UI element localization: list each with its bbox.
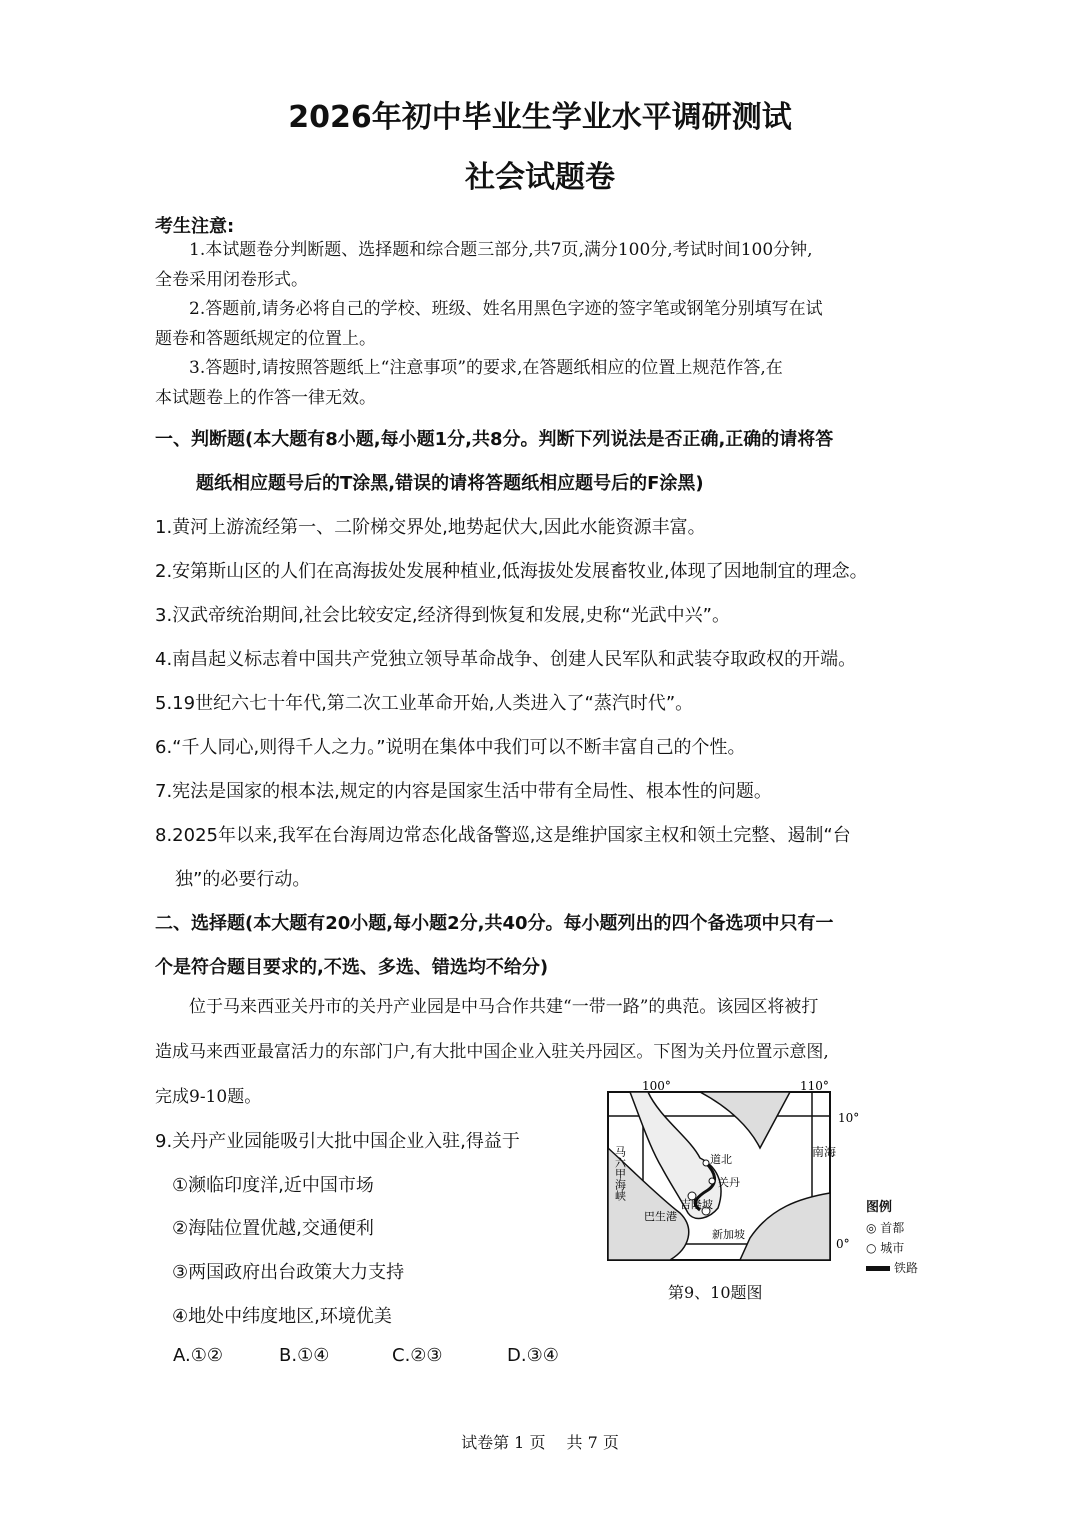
question-6: 6.“千人同心,则得千人之力。”说明在集体中我们可以不断丰富自己的个性。 [155, 737, 746, 758]
material-intro-line-3: 完成9-10题。 [155, 1087, 262, 1107]
city-kuantan-marker [709, 1178, 715, 1184]
legend-railway [866, 1258, 918, 1278]
label-lat-0: 0° [836, 1237, 850, 1251]
q9-choice-b: B.①④ [279, 1345, 330, 1366]
label-city-north: 道北 [710, 1153, 732, 1166]
label-city-kuantan: 关丹 [718, 1176, 740, 1189]
question-4: 4.南昌起义标志着中国共产党独立领导革命战争、创建人民军队和武装夺取政权的开端。 [155, 649, 857, 670]
exam-title: 2026年初中毕业生学业水平调研测试 [288, 100, 792, 135]
q9-item-4: ④地处中纬度地区,环境优美 [172, 1306, 392, 1327]
q9-item-1: ①濒临印度洋,近中国市场 [172, 1175, 374, 1196]
question-1: 1.黄河上游流经第一、二阶梯交界处,地势起伏大,因此水能资源丰富。 [155, 517, 706, 538]
q9-choice-a: A.①② [173, 1345, 223, 1366]
q9-choice-c: C.②③ [392, 1345, 443, 1366]
notice-item-3-line-1: 3.答题时,请按照答题纸上“注意事项”的要求,在答题纸相应的位置上规范作答,在 [189, 358, 783, 378]
legend-title: 图例 [866, 1200, 893, 1215]
notice-heading: 考生注意: [155, 216, 235, 237]
notice-item-1-line-1: 1.本试题卷分判断题、选择题和综合题三部分,共7页,满分100分,考试时间100分钟, [189, 240, 813, 260]
notice-item-3 [155, 353, 925, 413]
city-north-marker [703, 1160, 709, 1166]
q9-choice-d: D.③④ [507, 1345, 559, 1366]
material-intro-line-2: 造成马来西亚最富活力的东部门户,有大批中国企业入驻关丹园区。下图为关丹位置示意图, [155, 1042, 829, 1062]
label-south-china-sea: 南海 [812, 1145, 837, 1159]
section-2-heading-line-1: 二、选择题(本大题有20小题,每小题2分,共40分。每小题列出的四个备选项中只有一 [155, 913, 834, 934]
question-9-stem: 9.关丹产业园能吸引大批中国企业入驻,得益于 [155, 1131, 520, 1152]
section-1-heading-line-1: 一、判断题(本大题有8小题,每小题1分,共8分。判断下列说法是否正确,正确的请将答 [155, 429, 834, 450]
question-8-line-1: 8.2025年以来,我军在台海周边常态化战备警巡,这是维护国家主权和领土完整、遏制“台 [155, 825, 851, 846]
legend-city: ○ 城市 [866, 1241, 905, 1255]
legend-railway-label: 铁路 [894, 1261, 919, 1275]
notice-item-3-line-2: 本试题卷上的作答一律无效。 [155, 388, 376, 408]
map-legend [866, 1198, 918, 1278]
legend-capital: ◎ 首都 [866, 1221, 905, 1235]
label-island: 巴生港 [644, 1210, 677, 1223]
map-caption: 第9、10题图 [668, 1283, 763, 1302]
notice-item-1-line-2: 全卷采用闭卷形式。 [155, 270, 308, 290]
question-3: 3.汉武帝统治期间,社会比较安定,经济得到恢复和发展,史称“光武中兴”。 [155, 605, 730, 626]
label-city-sg: 新加坡 [712, 1228, 745, 1241]
notice-item-2-line-1: 2.答题前,请务必将自己的学校、班级、姓名用黑色字迹的签字笔或钢笔分别填写在试 [189, 299, 823, 319]
question-8-line-2: 独”的必要行动。 [175, 869, 311, 890]
label-lat-10: 10° [838, 1111, 860, 1125]
section-2-heading-line-2: 个是符合题目要求的,不选、多选、错选均不给分) [155, 957, 549, 978]
question-7: 7.宪法是国家的根本法,规定的内容是国家生活中带有全局性、根本性的问题。 [155, 781, 772, 802]
label-malacca-strait: 马六甲海峡 [613, 1146, 627, 1201]
material-intro-line-1: 位于马来西亚关丹市的关丹产业园是中马合作共建“一带一路”的典范。该园区将被打 [189, 997, 819, 1017]
q9-item-3: ③两国政府出台政策大力支持 [172, 1262, 405, 1283]
q9-item-2: ②海陆位置优越,交通便利 [172, 1218, 374, 1239]
question-2: 2.安第斯山区的人们在高海拔处发展种植业,低海拔处发展畜牧业,体现了因地制宜的理念。 [155, 561, 868, 582]
notice-item-1 [155, 235, 925, 295]
label-lon-100: 100° [642, 1079, 671, 1093]
railway-legend-symbol [866, 1266, 890, 1271]
question-5: 5.19世纪六七十年代,第二次工业革命开始,人类进入了“蒸汽时代”。 [155, 693, 694, 714]
label-lon-110: 110° [800, 1079, 829, 1093]
page-footer: 试卷第 1 页 共 7 页 [461, 1433, 619, 1452]
section-1-heading-line-2: 题纸相应题号后的T涂黑,错误的请将答题纸相应题号后的F涂黑) [196, 473, 704, 494]
exam-subtitle: 社会试题卷 [465, 160, 615, 195]
notice-item-2 [155, 294, 925, 354]
notice-item-2-line-2: 题卷和答题纸规定的位置上。 [155, 329, 376, 349]
label-city-kl: 吉隆坡 [680, 1198, 713, 1211]
